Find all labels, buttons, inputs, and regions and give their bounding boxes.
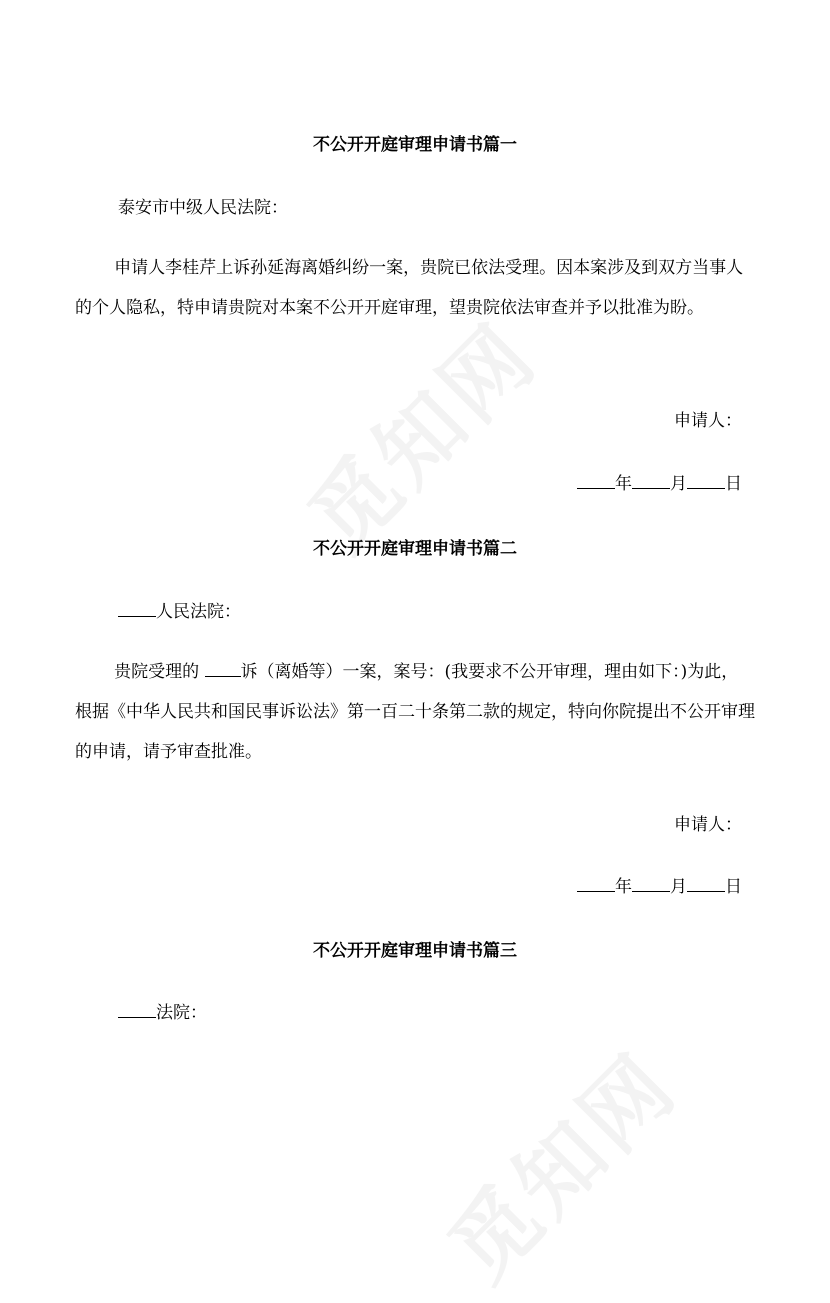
year-label: 年: [615, 877, 632, 897]
section-title: 不公开开庭审理申请书篇一: [313, 135, 517, 155]
section-title: 不公开开庭审理申请书篇三: [313, 941, 517, 961]
watermark: [277, 291, 560, 574]
addressee-label: 人民法院：: [156, 602, 241, 622]
section-title: 不公开开庭审理申请书篇二: [313, 539, 517, 559]
body-paragraph: 申请人李桂芹上诉孙延海离婚纠纷一案，贵院已依法受理。因本案涉及到双方当事人的个人隐私，特申请贵院对本案不公开开庭审理，望贵院依法审查并予以批准为盼。: [75, 258, 744, 318]
addressee: [118, 998, 207, 1023]
body-middle: 诉（离婚等）一案，案号：(我要求不公开审理，理由如下：): [240, 662, 688, 682]
body-prefix: 贵院受理的: [114, 662, 205, 682]
day-label: 日: [725, 877, 742, 897]
signature-label: 申请人：: [674, 411, 742, 431]
signature-label: 申请人：: [674, 815, 742, 835]
day-label: 日: [725, 474, 742, 494]
month-label: 月: [670, 877, 687, 897]
body-rest: 为此，根据《中华人民共和国民事诉讼法》第一百二十条第二款的规定，特向你院提出不公开审理的申请，请予审查批准。: [75, 662, 755, 762]
addressee-label: 法院：: [156, 1003, 207, 1023]
month-label: 月: [670, 474, 687, 494]
addressee: [118, 597, 241, 622]
addressee: 泰安市中级人民法院：: [118, 198, 288, 218]
watermark: [417, 1021, 700, 1303]
body-paragraph: [75, 652, 755, 772]
date-line: [577, 872, 742, 897]
date-line: [577, 469, 742, 494]
year-label: 年: [615, 474, 632, 494]
